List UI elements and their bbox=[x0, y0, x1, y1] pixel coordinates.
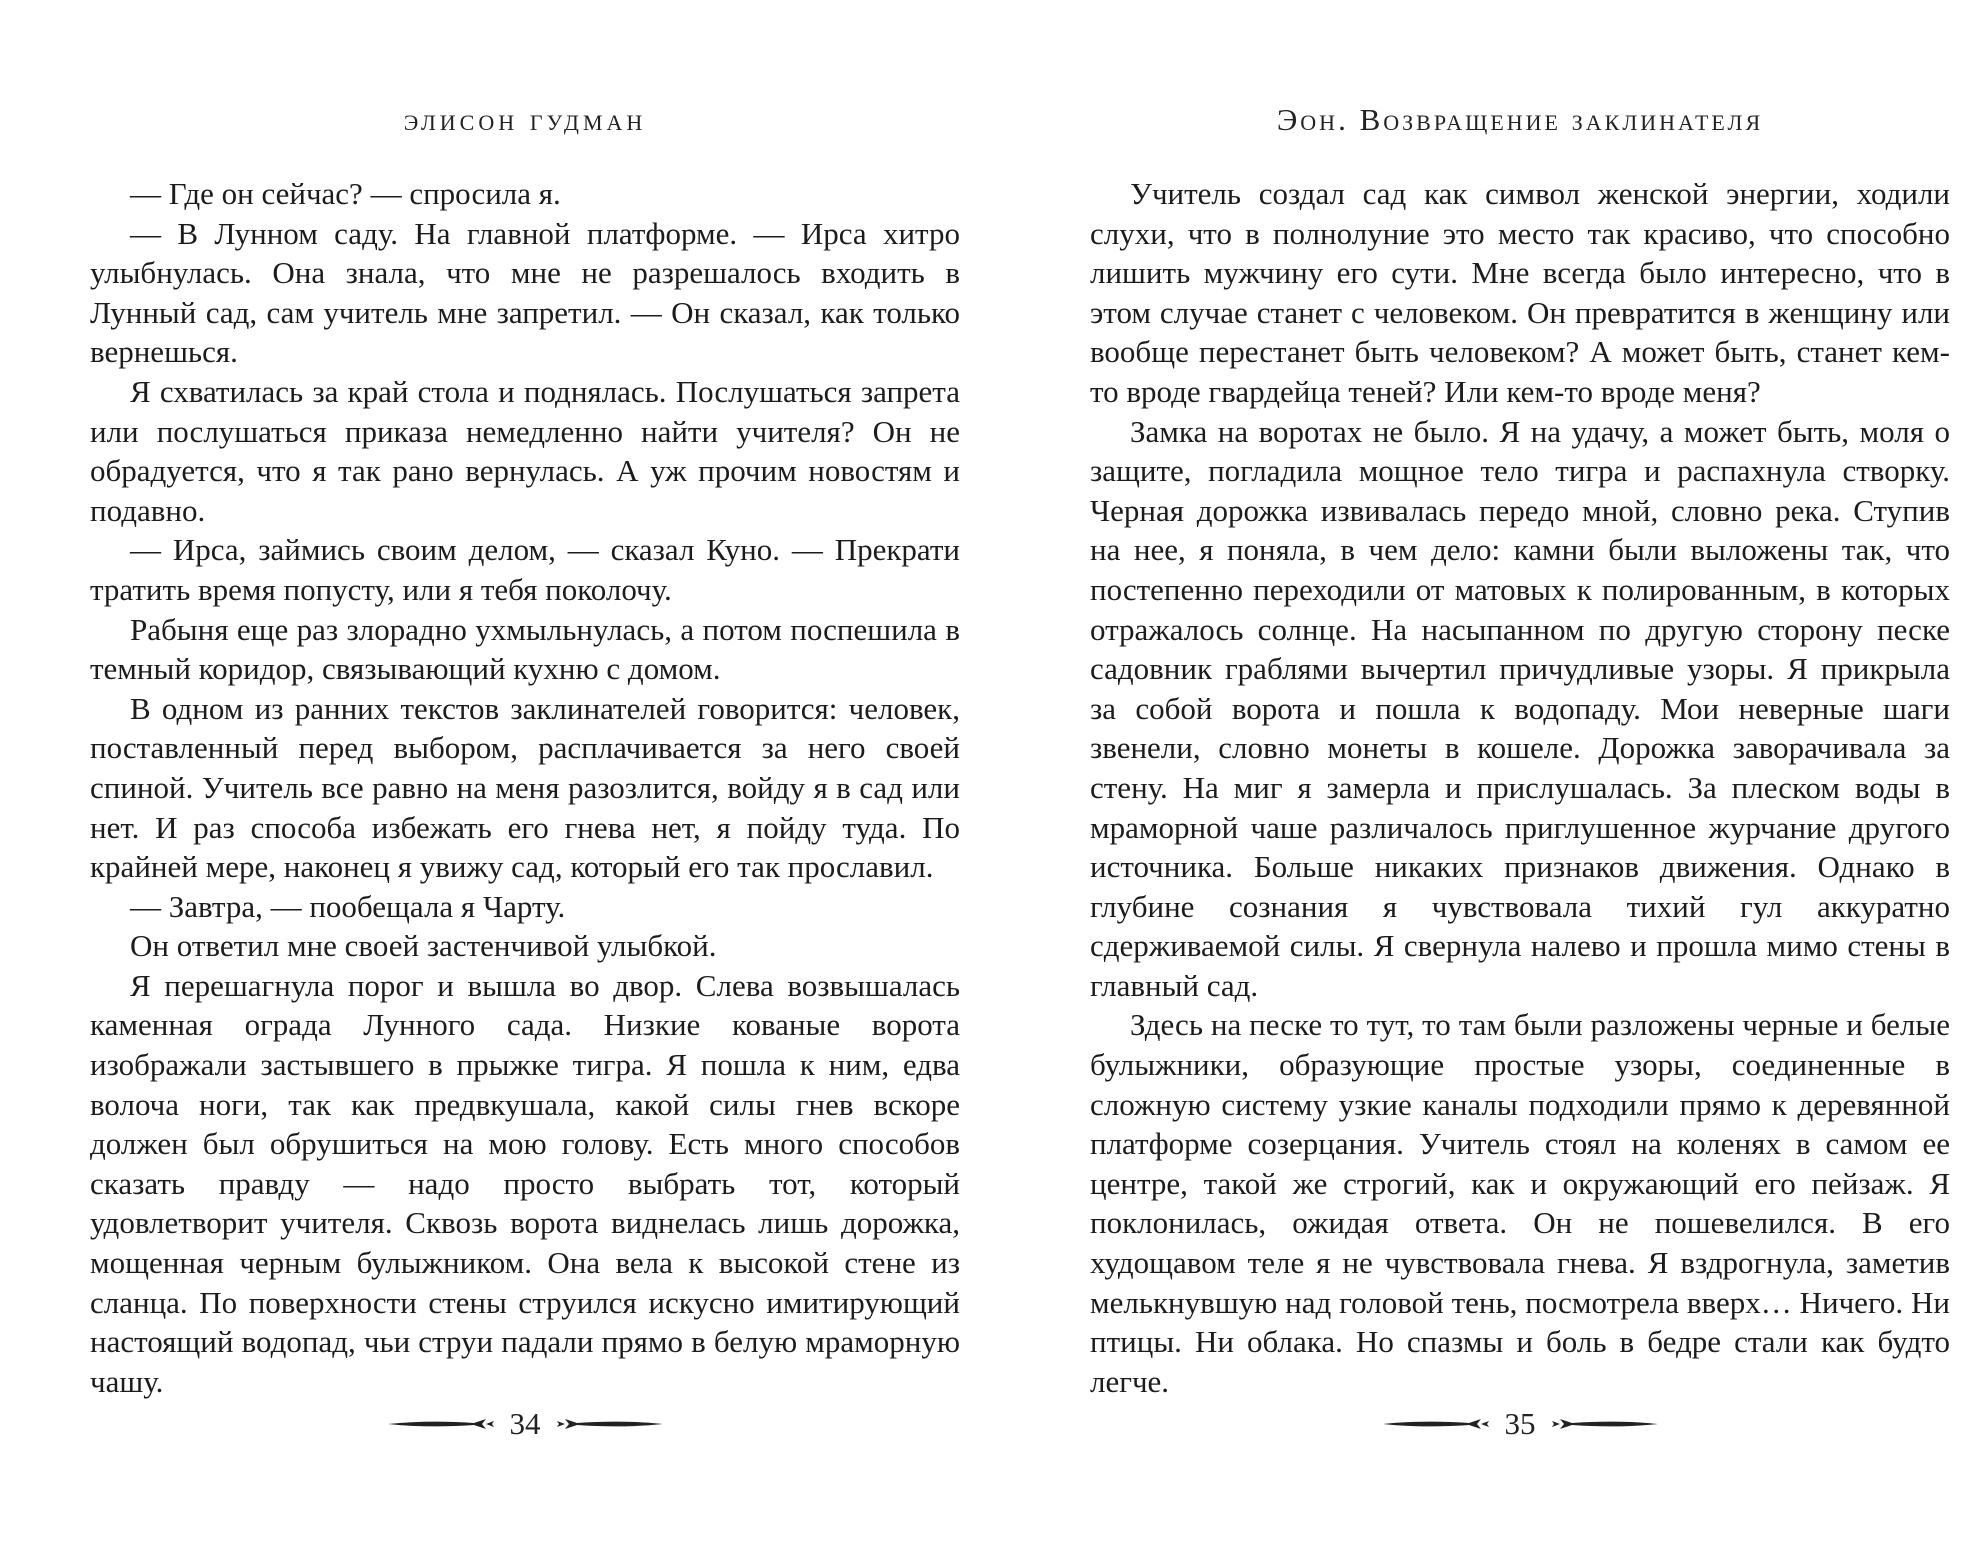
paragraph: Рабыня еще раз злорадно ухмыльнулась, а потом поспешила в темный коридор, связывающий кухню с домом. bbox=[90, 611, 960, 687]
paragraph: Учитель создал сад как символ женской энергии, ходили слухи, что в полнолуние это место так красиво, что способно лишить мужчину его сути. Мне всегда было интересно, что в этом случае станет с человеком. Он превратится в женщину или вообще перестанет быть человеком? А может быть, станет кем-то вроде гвардейца теней? Или кем-то вроде меня? bbox=[1090, 176, 1950, 409]
flourish-right-icon bbox=[555, 1415, 665, 1433]
paragraph: — Ирса, займись своим делом, — сказал Куно. — Прекрати тратить время попусту, или я тебя поколочу. bbox=[90, 532, 960, 607]
page-number: 35 bbox=[1504, 1406, 1536, 1441]
flourish-left-icon bbox=[1381, 1415, 1491, 1433]
left-page bbox=[90, 0, 960, 1550]
paragraph: — Где он сейчас? — спросила я. bbox=[130, 176, 561, 211]
paragraph: Здесь на песке то тут, то там были разложены черные и белые булыжники, образующие простые узоры, соединенные в сложную систему узкие каналы подходили прямо к деревянной платформе созерцания. Учитель стоял на коленях в самом ее центре, такой же строгий, как и окружающий его пейзаж. Я поклонилась, ожидая ответа. Он не пошевелился. В его худощавом теле я не чувствовала гнева. Я вздрогнула, заметив мелькнувшую над головой тень, посмотрела вверх… Ничего. Ни птицы. Ни облака. Но спазмы и боль в бедре стали как будто легче. bbox=[1090, 1007, 1950, 1399]
page-folio bbox=[1090, 1406, 1950, 1442]
right-page bbox=[1090, 0, 1950, 1550]
running-head-title: Эон. Возвращение заклинателя bbox=[1276, 102, 1764, 137]
paragraph: — В Лунном саду. На главной платформе. — Ирса хитро улыбнулась. Она знала, что мне не разрешалось входить в Лунный сад, сам учитель мне запретил. — Он сказал, как только вернешься. bbox=[90, 215, 960, 370]
running-head-author: элисон гудман bbox=[403, 102, 647, 137]
right-page-body bbox=[1090, 174, 1950, 1401]
page-number: 34 bbox=[509, 1406, 541, 1441]
paragraph: Я схватилась за край стола и поднялась. Послушаться запрета или послушаться приказа немедленно найти учителя? Он не обрадуется, что я так рано вернулась. А уж прочим новостям и подавно. bbox=[90, 373, 960, 528]
paragraph: В одном из ранних текстов заклинателей говорится: человек, поставленный перед выбором, расплачивается за него своей спиной. Учитель все равно на меня разозлится, войду я в сад или нет. И раз способа избежать его гнева нет, я пойду туда. По крайней мере, наконец я увижу сад, который его так прославил. bbox=[90, 690, 960, 885]
left-page-body bbox=[90, 174, 960, 1401]
paragraph: — Завтра, — пообещала я Чарту. bbox=[130, 888, 566, 924]
flourish-left-icon bbox=[386, 1415, 496, 1433]
paragraph: Я перешагнула порог и вышла во двор. Слева возвышалась каменная ограда Лунного сада. Низкие кованые ворота изображали застывшего в прыжке тигра. Я пошла к ним, едва волоча ноги, так как предвкушала, какой силы гнев вскоре должен был обрушиться на мою голову. Есть много способов сказать правду — надо просто выбрать тот, который удовлетворит учителя. Сквозь ворота виднелась лишь дорожка, мощенная черным булыжником. Она вела к высокой стене из сланца. По поверхности стены струился искусно имитирующий настоящий водопад, чьи струи падали прямо в белую мраморную чашу. bbox=[90, 967, 960, 1399]
flourish-right-icon bbox=[1550, 1415, 1660, 1433]
page-folio bbox=[90, 1406, 960, 1442]
paragraph: Замка на воротах не было. Я на удачу, а может быть, моля о защите, погладила мощное тело тигра и распахнула створку. Черная дорожка извивалась передо мной, словно река. Ступив на нее, я поняла, в чем дело: камни были выложены так, что постепенно переходили от матовых к полированным, в которых отражалось солнце. На насыпанном по другую сторону песке садовник граблями вычертил причудливые узоры. Я прикрыла за собой ворота и пошла к водопаду. Мои неверные шаги звенели, словно монеты в кошеле. Дорожка заворачивала за стену. На миг я замерла и прислушалась. За плеском воды в мраморной чаше различалось приглушенное журчание другого источника. Больше никаких признаков движения. Однако в глубине сознания я чувствовала тихий гул аккуратно сдерживаемой силы. Я свернула налево и прошла мимо стены в главный сад. bbox=[1090, 413, 1950, 1003]
paragraph: Он ответил мне своей застенчивой улыбкой. bbox=[130, 928, 717, 964]
